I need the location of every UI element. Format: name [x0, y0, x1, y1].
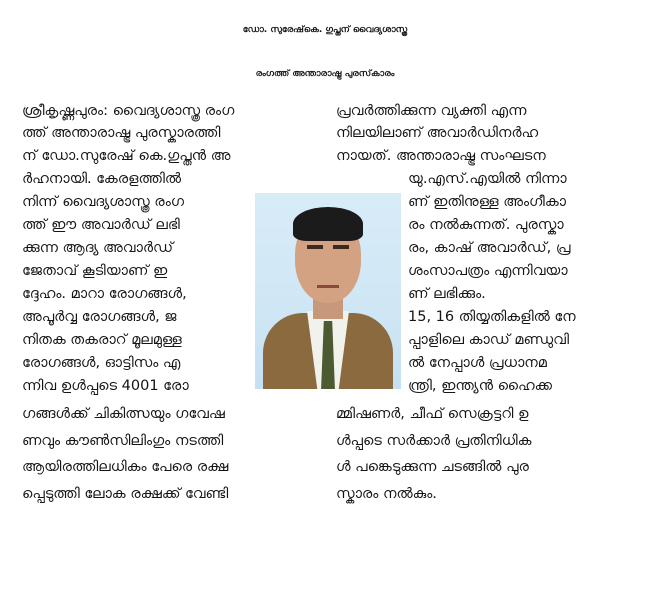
body-text-left: നിന്ന് വൈദ്യശാസ്ത്ര രംഗ — [22, 194, 184, 210]
body-text-left: ന് ഡോ.സുരേഷ് കെ.ഗുപ്തൻ അ — [22, 148, 231, 164]
body-text-left: ക്കുന്ന ആദ്യ അവാർഡ് — [22, 240, 174, 256]
body-text-left: ന്നിവ ഉൾപ്പടെ 4001 രോ — [22, 378, 189, 394]
body-text-right: ൽ നേപ്പാൾ പ്രധാനമ — [408, 355, 547, 371]
body-text-right: ണ് ഇതിനുള്ള അംഗീകാ — [408, 194, 566, 210]
body-text-left: അപൂർവ്വ രോഗങ്ങൾ, ജ — [22, 309, 177, 325]
headline-line-2: രംഗത്ത് അന്താരാഷ്ട്ര പുരസ്‌കാരം — [255, 69, 395, 79]
body-text-left: ത്ത് ഈ അവാർഡ് ലഭി — [22, 217, 180, 233]
body-text-right: യു.എസ്.എയിൽ നിന്നാ — [408, 171, 567, 187]
body-text-right: പ്രവർത്തിക്കുന്ന വ്യക്തി എന്ന — [336, 103, 527, 119]
body-text-right: മ്മിഷണർ, ചീഫ് സെക്രട്ടറി ഉ — [336, 406, 529, 422]
body-text-right: സ്കാരം നൽകും. — [336, 486, 437, 502]
body-text-right: ൾപ്പടെ സർക്കാർ പ്രതിനിധിക — [336, 433, 532, 449]
body-text-right: പ്പാളിലെ കാഡ് മണ്ഡുവി — [408, 332, 570, 348]
body-text-right: നായത്. അന്താരാഷ്ട്ര സംഘടന — [336, 148, 546, 164]
body-text-left: ശ്രീകൃഷ്ണപുരം: വൈദ്യശാസ്ത്ര രംഗ — [22, 103, 235, 119]
body-text-right: രം, കാഷ് അവാർഡ്, പ്ര — [408, 240, 571, 256]
headline-line-1: ഡോ. സുരേഷ്‌കെ. ഗുപ്തന് വൈദ്യശാസ്ത്ര — [242, 25, 408, 35]
body-text-left: ദ്ദേഹം. മാറാ രോഗങ്ങൾ, — [22, 286, 187, 302]
body-text-left: ർഹനായി. കേരളത്തിൽ — [22, 171, 182, 187]
body-text-right: ൾ പങ്കെടുക്കുന്ന ചടങ്ങിൽ പുര — [336, 459, 529, 475]
body-text-right: ന്ത്രി, ഇന്ത്യൻ ഹൈക്ക — [408, 378, 552, 394]
body-text-left: നിതക തകരാറ് മൂലമുള്ള — [22, 332, 182, 348]
body-text-right: നിലയിലാണ് അവാർഡിനർഹ — [336, 125, 539, 141]
portrait-photo — [255, 193, 401, 389]
body-text-right: രം നൽകുന്നത്. പുരസ്കാ — [408, 217, 564, 233]
body-text-left: പ്പെടുത്തി ലോക രക്ഷക്ക് വേണ്ടി — [22, 486, 229, 502]
body-text-right: ണ് ലഭിക്കും. — [408, 286, 486, 302]
body-text-left: ആയിരത്തിലധികം പേരെ രക്ഷ — [22, 459, 229, 475]
body-text-left: ത്ത് അന്താരാഷ്ട്ര പുരസ്കാരത്തി — [22, 125, 221, 141]
body-text-right: ശംസാപത്രം എന്നിവയാ — [408, 263, 568, 279]
body-text-right: 15, 16 തിയ്യതികളിൽ നേ — [408, 309, 576, 325]
body-text-left: ണവും കൗൺസിലിംഗും നടത്തി — [22, 433, 224, 449]
body-text-left: ഗങ്ങൾക്ക് ചികിത്സയും ഗവേഷ — [22, 406, 225, 422]
body-text-left: രോഗങ്ങൾ, ഓട്ടിസം എ — [22, 355, 181, 371]
body-text-left: ജേതാവ് കൂടിയാണ് ഇ — [22, 263, 168, 279]
